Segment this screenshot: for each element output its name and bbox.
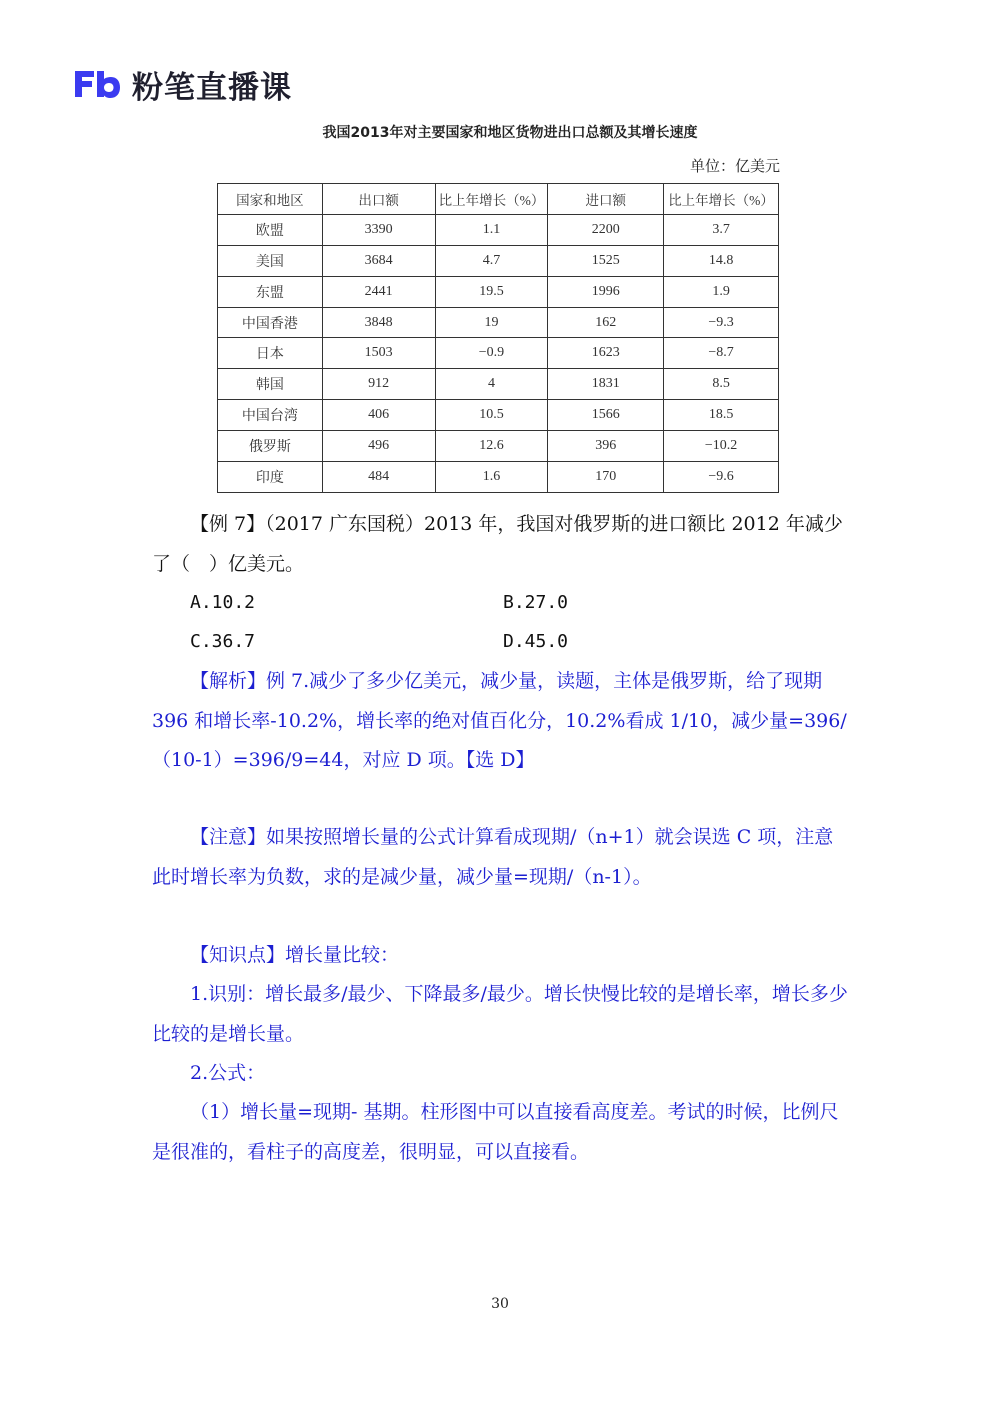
cell-export-growth: 4.7 — [435, 245, 548, 276]
cell-export: 912 — [322, 369, 435, 400]
cell-import: 396 — [548, 431, 664, 462]
table-row — [218, 276, 779, 307]
cell-region: 日本 — [218, 338, 323, 369]
page-number: 30 — [491, 1296, 509, 1312]
cell-import-growth: 18.5 — [664, 400, 779, 431]
cell-import: 1996 — [548, 276, 664, 307]
fb-logo-icon — [72, 69, 122, 99]
table-row — [218, 369, 779, 400]
cell-import-growth: 8.5 — [664, 369, 779, 400]
table-row — [218, 245, 779, 276]
cell-export-growth: 12.6 — [435, 431, 548, 462]
cell-region: 俄罗斯 — [218, 431, 323, 462]
table-row — [218, 462, 779, 493]
cell-export: 3390 — [322, 214, 435, 245]
header-region: 国家和地区 — [218, 184, 323, 215]
cell-import: 170 — [548, 462, 664, 493]
cell-import-growth: 14.8 — [664, 245, 779, 276]
cell-export: 2441 — [322, 276, 435, 307]
cell-export-growth: 19.5 — [435, 276, 548, 307]
cell-region: 印度 — [218, 462, 323, 493]
cell-import: 1623 — [548, 338, 664, 369]
cell-import: 162 — [548, 307, 664, 338]
table-row — [218, 214, 779, 245]
table-title: 我国2013年对主要国家和地区货物进出口总额及其增长速度 — [322, 125, 698, 141]
header-export: 出口额 — [322, 184, 435, 215]
cell-export: 496 — [322, 431, 435, 462]
cell-region: 美国 — [218, 245, 323, 276]
logo-text: 粉笔直播课 — [132, 69, 292, 106]
cell-import-growth: −9.3 — [664, 307, 779, 338]
note-text: 【注意】如果按照增长量的公式计算看成现期/（n+1）就会误选 C 项，注意此时增长率为负数，求的是减少量，减少量=现期/（n-1）。 — [152, 826, 834, 888]
cell-region: 中国香港 — [218, 307, 323, 338]
cell-region: 东盟 — [218, 276, 323, 307]
cell-import-growth: 3.7 — [664, 214, 779, 245]
cell-import-growth: −9.6 — [664, 462, 779, 493]
cell-export-growth: 1.1 — [435, 214, 548, 245]
table-row — [218, 307, 779, 338]
cell-import-growth: −8.7 — [664, 338, 779, 369]
cell-export-growth: 10.5 — [435, 400, 548, 431]
option-c: C.36.7 — [190, 631, 256, 652]
cell-import-growth: −10.2 — [664, 431, 779, 462]
knowledge-item-3: （1）增长量=现期- 基期。柱形图中可以直接看高度差。考试的时候，比例尺是很准的，看柱子的高度差，很明显，可以直接看。 — [152, 1101, 839, 1163]
analysis-text: 【解析】例 7.减少了多少亿美元，减少量，读题，主体是俄罗斯，给了现期 396 和增长率-10.2%，增长率的绝对值百化分，10.2%看成 1/10，减少量=396/（10-1）=396/9=44，对应 D 项。【选 D】 — [152, 670, 847, 771]
cell-export-growth: 19 — [435, 307, 548, 338]
knowledge-item-1: 1.识别：增长最多/最少、下降最多/最少。增长快慢比较的是增长率，增长多少比较的是增长量。 — [152, 983, 848, 1045]
cell-import: 1525 — [548, 245, 664, 276]
cell-import: 1831 — [548, 369, 664, 400]
cell-export-growth: −0.9 — [435, 338, 548, 369]
table-row — [218, 338, 779, 369]
trade-table — [217, 183, 779, 493]
header-import: 进口额 — [548, 184, 664, 215]
header-export-growth: 比上年增长（%） — [435, 184, 548, 215]
header-logo — [72, 64, 292, 104]
header-import-growth: 比上年增长（%） — [664, 184, 779, 215]
table-header-row — [218, 184, 779, 215]
cell-import: 2200 — [548, 214, 664, 245]
cell-export: 3684 — [322, 245, 435, 276]
cell-region: 欧盟 — [218, 214, 323, 245]
table-row — [218, 400, 779, 431]
cell-export-growth: 4 — [435, 369, 548, 400]
cell-export: 484 — [322, 462, 435, 493]
option-a: A.10.2 — [190, 592, 256, 613]
cell-export-growth: 1.6 — [435, 462, 548, 493]
cell-export: 1503 — [322, 338, 435, 369]
cell-export: 406 — [322, 400, 435, 431]
question-text: 【例 7】（2017 广东国税）2013 年，我国对俄罗斯的进口额比 2012 年减少了（ ）亿美元。 — [152, 513, 843, 575]
knowledge-heading: 【知识点】增长量比较： — [190, 944, 400, 966]
cell-import-growth: 1.9 — [664, 276, 779, 307]
table-row — [218, 431, 779, 462]
cell-region: 中国台湾 — [218, 400, 323, 431]
cell-import: 1566 — [548, 400, 664, 431]
option-b: B.27.0 — [503, 592, 569, 613]
table-unit: 单位：亿美元 — [689, 157, 780, 175]
option-d: D.45.0 — [503, 631, 569, 652]
cell-region: 韩国 — [218, 369, 323, 400]
cell-export: 3848 — [322, 307, 435, 338]
knowledge-item-2: 2.公式： — [190, 1062, 266, 1084]
